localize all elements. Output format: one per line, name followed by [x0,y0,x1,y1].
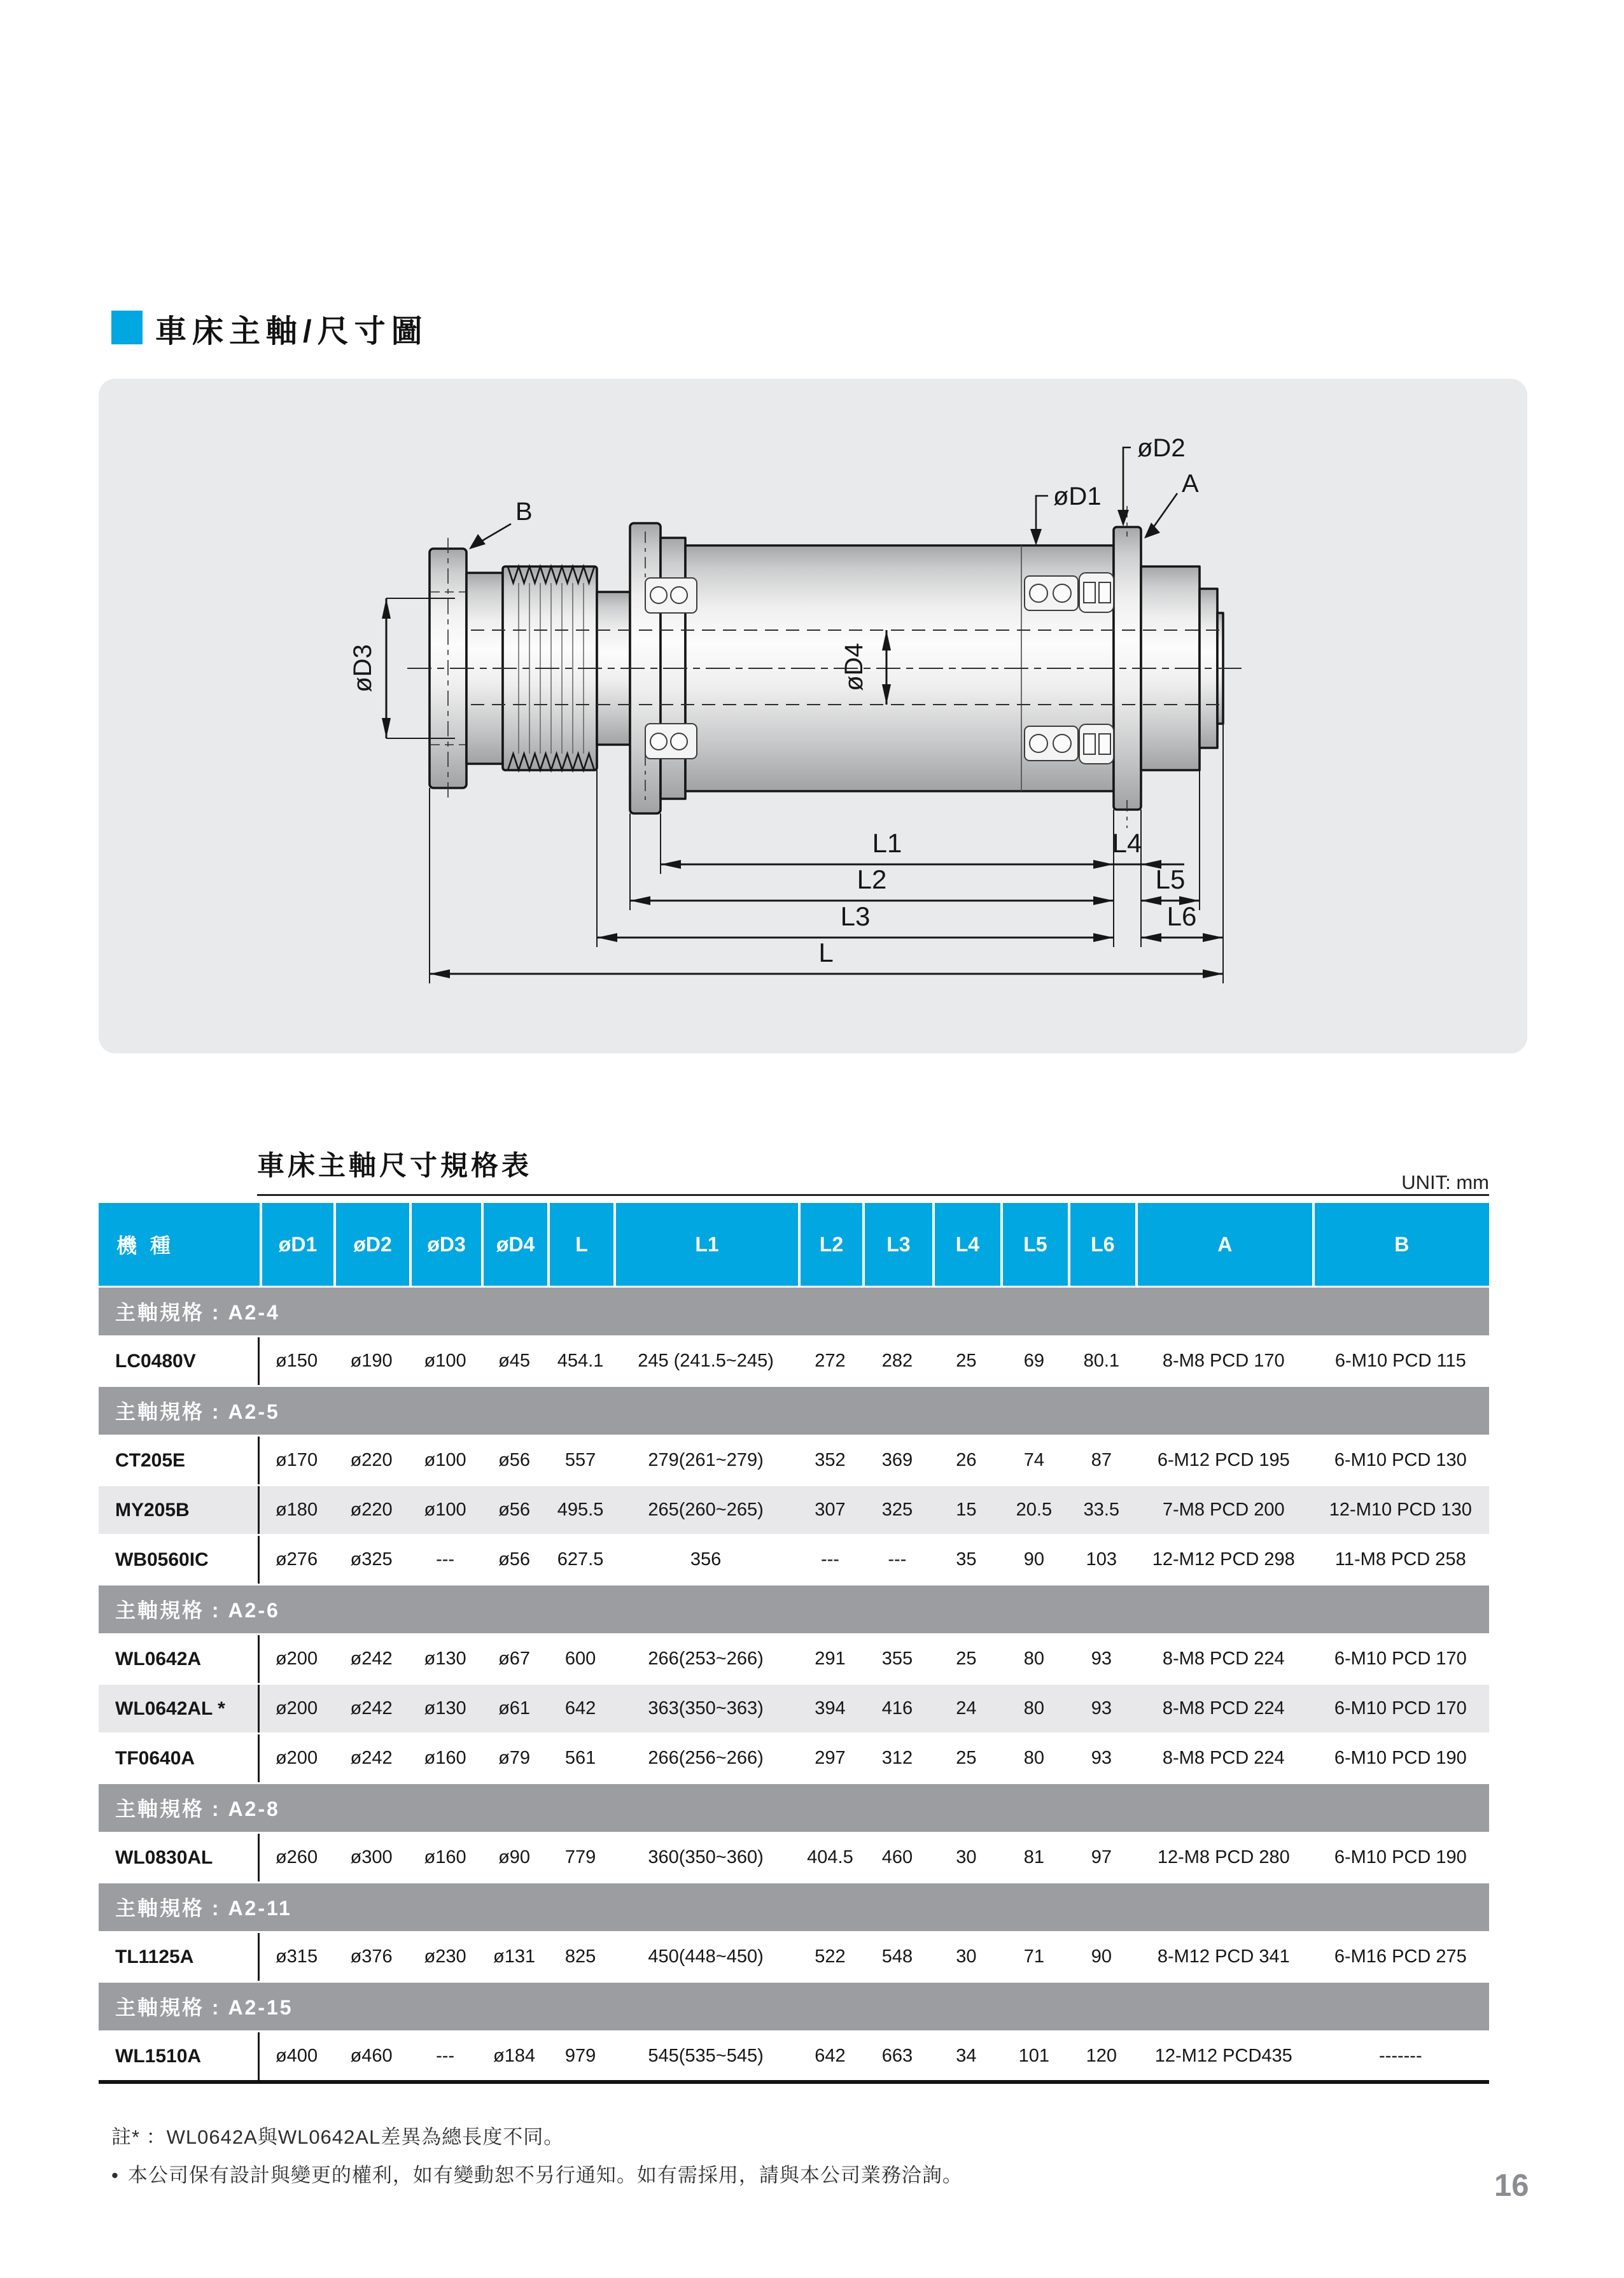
model-cell: WL0642AL * [99,1685,260,1733]
value-cell: 600 [564,1649,596,1669]
value-cell: 90 [1091,1946,1112,1967]
column-header: A [1135,1203,1312,1286]
value-cell: 279(261~279) [648,1450,764,1470]
column-header: B [1312,1203,1489,1286]
footnote-asterisk: 註* ：WL0642A與WL0642AL差異為總長度不同。 [111,2126,564,2148]
value-cell: ø400 [275,2046,318,2066]
value-cell: --- [820,1549,839,1570]
label-d2: øD2 [1137,434,1186,462]
page-number: 16 [1494,2169,1529,2203]
value-cell: 266(256~266) [648,1748,764,1768]
column-header: L5 [1000,1203,1068,1286]
value-cell: 33.5 [1083,1500,1120,1520]
table-row [99,1832,1489,1881]
value-cell: ø376 [350,1946,393,1967]
table-row [99,1435,1489,1484]
value-cell: 416 [881,1698,913,1719]
section-row: 主軸規格 : A2-15 [99,1981,1489,2030]
model-cell: LC0480V [99,1337,260,1385]
value-cell: 101 [1018,2046,1050,2066]
value-cell: ø79 [498,1748,531,1768]
page-title: 車床主軸/尺寸圖 [155,314,428,349]
value-cell: ø56 [498,1450,531,1470]
section-row: 主軸規格 : A2-5 [99,1385,1489,1435]
value-cell: ø130 [424,1698,466,1719]
value-cell: 12-M12 PCD435 [1154,2046,1292,2066]
value-cell: 71 [1023,1946,1044,1967]
value-cell: 80 [1023,1748,1044,1768]
model-cell: WL1510A [99,2032,260,2080]
value-cell: 979 [564,2046,596,2066]
spec-table [99,1203,1489,2084]
value-cell: 779 [564,1847,596,1867]
column-header: øD3 [409,1203,481,1286]
value-cell: 20.5 [1016,1500,1053,1520]
value-cell: 394 [815,1698,846,1719]
value-cell: 363(350~363) [648,1698,764,1719]
value-cell: 6-M10 PCD 170 [1334,1649,1467,1669]
value-cell: ø200 [275,1748,318,1768]
value-cell: 12-M10 PCD 130 [1329,1500,1472,1520]
value-cell: 297 [815,1748,846,1768]
model-cell: WB0560IC [99,1536,260,1584]
value-cell: 404.5 [807,1847,853,1867]
value-cell: ------- [1379,2046,1422,2066]
value-cell: 80.1 [1083,1351,1120,1371]
value-cell: 90 [1023,1549,1044,1570]
value-cell: 25 [956,1748,977,1768]
value-cell: 6-M10 PCD 130 [1334,1450,1467,1470]
title-underline [257,1194,1489,1196]
value-cell: 30 [956,1847,977,1867]
value-cell: 6-M10 PCD 115 [1334,1351,1466,1371]
value-cell: ø260 [275,1847,318,1867]
label-d1: øD1 [1053,482,1102,510]
value-cell: ø131 [493,1946,536,1967]
value-cell: 642 [815,2046,846,2066]
table-row [99,2030,1489,2080]
column-header: L3 [862,1203,932,1286]
value-cell: 74 [1023,1450,1044,1470]
value-cell: 25 [956,1649,977,1669]
value-cell: ø100 [424,1500,466,1520]
column-header: L4 [932,1203,1000,1286]
value-cell: 8-M8 PCD 224 [1162,1649,1285,1669]
spec-table-header-row [99,1203,1489,1286]
table-row [99,1733,1489,1782]
value-cell: 352 [815,1450,846,1470]
value-cell: ø180 [275,1500,318,1520]
value-cell: ø276 [275,1549,318,1570]
value-cell: 7-M8 PCD 200 [1162,1500,1285,1520]
value-cell: 69 [1023,1351,1044,1371]
label-l3: L3 [840,901,871,931]
footnote-company [111,2159,963,2188]
label-a: A [1182,470,1199,498]
value-cell: --- [888,1549,907,1570]
value-cell: 325 [881,1500,913,1520]
value-cell: 495.5 [557,1500,604,1520]
value-cell: 11-M8 PCD 258 [1334,1549,1466,1570]
value-cell: 825 [564,1946,596,1967]
label-d3: øD3 [349,644,377,693]
leader-arrow-a [1144,523,1160,538]
value-cell: 6-M16 PCD 275 [1334,1946,1467,1967]
column-header: L6 [1068,1203,1135,1286]
value-cell: 356 [690,1549,722,1570]
value-cell: 282 [881,1351,913,1371]
value-cell: 80 [1023,1649,1044,1669]
label-l: L [818,938,834,967]
leader-arrow-b [469,534,486,549]
value-cell: ø130 [424,1649,466,1669]
value-cell: ø184 [493,2046,536,2066]
value-cell: 8-M12 PCD 341 [1157,1946,1290,1967]
model-cell: MY205B [99,1486,260,1534]
value-cell: 12-M8 PCD 280 [1157,1847,1290,1867]
dimension-diagram-panel [99,379,1527,1053]
value-cell: 627.5 [557,1549,604,1570]
column-header: øD2 [333,1203,409,1286]
value-cell: 561 [564,1748,596,1768]
value-cell: 360(350~360) [648,1847,764,1867]
value-cell: 557 [564,1450,596,1470]
value-cell: 522 [815,1946,846,1967]
value-cell: 266(253~266) [648,1649,764,1669]
model-cell: WL0830AL [99,1834,260,1881]
value-cell: 545(535~545) [648,2046,764,2066]
value-cell: ø56 [498,1549,531,1570]
value-cell: ø200 [275,1698,318,1719]
value-cell: ø242 [350,1698,393,1719]
value-cell: 30 [956,1946,977,1967]
value-cell: 93 [1091,1649,1112,1669]
footnote-company-text: 本公司保有設計與變更的權利，如有變動恕不另行通知。如有需採用，請與本公司業務洽詢。 [127,2164,963,2186]
value-cell: 8-M8 PCD 224 [1162,1748,1285,1768]
value-cell: 12-M12 PCD 298 [1152,1549,1295,1570]
spindle-dimension-drawing [99,379,1527,1053]
label-l1: L1 [872,828,902,858]
value-cell: 454.1 [557,1351,604,1371]
title-bullet-square [111,311,143,344]
value-cell: 103 [1086,1549,1117,1570]
value-cell: 93 [1091,1748,1112,1768]
column-header: L [547,1203,613,1286]
value-cell: 6-M10 PCD 190 [1334,1847,1467,1867]
value-cell: --- [436,1549,455,1570]
section-row: 主軸規格 : A2-11 [99,1881,1489,1931]
value-cell: 35 [956,1549,977,1570]
column-header: øD4 [481,1203,547,1286]
value-cell: 307 [815,1500,846,1520]
table-row [99,1683,1489,1733]
spec-table-body [99,1286,1489,2080]
value-cell: 369 [881,1450,913,1470]
column-header: 機 種 [99,1203,260,1286]
section-row: 主軸規格 : A2-8 [99,1782,1489,1832]
value-cell: --- [436,2046,455,2066]
section-row: 主軸規格 : A2-4 [99,1286,1489,1335]
value-cell: 8-M8 PCD 170 [1162,1351,1285,1371]
value-cell: ø300 [350,1847,393,1867]
value-cell: ø315 [275,1946,318,1967]
label-l6: L6 [1166,901,1197,931]
value-cell: ø460 [350,2046,393,2066]
value-cell: ø170 [275,1450,318,1470]
value-cell: ø160 [424,1748,466,1768]
value-cell: 548 [881,1946,913,1967]
value-cell: ø242 [350,1649,393,1669]
model-cell: WL0642A [99,1635,260,1683]
value-cell: ø242 [350,1748,393,1768]
column-header: L2 [798,1203,862,1286]
table-row [99,1335,1489,1385]
value-cell: 312 [881,1748,913,1768]
value-cell: 15 [956,1500,977,1520]
label-l5: L5 [1155,864,1186,894]
table-row [99,1633,1489,1683]
label-l2: L2 [857,864,887,894]
table-row [99,1484,1489,1534]
value-cell: ø61 [498,1698,531,1719]
value-cell: 34 [956,2046,977,2066]
value-cell: ø325 [350,1549,393,1570]
value-cell: ø150 [275,1351,318,1371]
value-cell: 663 [881,2046,913,2066]
value-cell: ø67 [498,1649,531,1669]
value-cell: 642 [564,1698,596,1719]
value-cell: ø100 [424,1351,466,1371]
bullet-icon: • [111,2164,119,2186]
value-cell: 97 [1091,1847,1112,1867]
value-cell: ø100 [424,1450,466,1470]
value-cell: 26 [956,1450,977,1470]
value-cell: 87 [1091,1450,1112,1470]
value-cell: 245 (241.5~245) [638,1351,774,1371]
value-cell: 6-M10 PCD 170 [1334,1698,1467,1719]
value-cell: 120 [1086,2046,1117,2066]
leader-arrow-d1 [1030,529,1042,545]
column-header: L1 [613,1203,798,1286]
value-cell: 93 [1091,1698,1112,1719]
value-cell: 355 [881,1649,913,1669]
value-cell: ø56 [498,1500,531,1520]
value-cell: ø220 [350,1500,393,1520]
value-cell: 272 [815,1351,846,1371]
value-cell: 291 [815,1649,846,1669]
value-cell: ø90 [498,1847,531,1867]
section-row: 主軸規格 : A2-6 [99,1584,1489,1633]
value-cell: 25 [956,1351,977,1371]
value-cell: 6-M10 PCD 190 [1334,1748,1467,1768]
unit-label: UNIT: mm [1401,1171,1489,1193]
value-cell: 460 [881,1847,913,1867]
table-bottom-rule [99,2080,1489,2084]
value-cell: 6-M12 PCD 195 [1157,1450,1290,1470]
value-cell: ø190 [350,1351,393,1371]
value-cell: ø230 [424,1946,466,1967]
value-cell: 8-M8 PCD 224 [1162,1698,1285,1719]
value-cell: 81 [1023,1847,1044,1867]
value-cell: ø220 [350,1450,393,1470]
table-row [99,1534,1489,1584]
column-header: øD1 [260,1203,333,1286]
value-cell: ø200 [275,1649,318,1669]
table-title: 車床主軸尺寸規格表 [257,1151,532,1181]
label-b: B [515,498,533,526]
value-cell: 450(448~450) [648,1946,764,1967]
table-row [99,1931,1489,1981]
value-cell: 24 [956,1698,977,1719]
label-l4: L4 [1112,828,1142,858]
value-cell: 265(260~265) [648,1500,764,1520]
model-cell: TF0640A [99,1734,260,1782]
label-d4: øD4 [840,643,868,691]
value-cell: ø45 [498,1351,531,1371]
model-cell: TL1125A [99,1933,260,1981]
value-cell: ø160 [424,1847,466,1867]
value-cell: 80 [1023,1698,1044,1719]
model-cell: CT205E [99,1437,260,1484]
